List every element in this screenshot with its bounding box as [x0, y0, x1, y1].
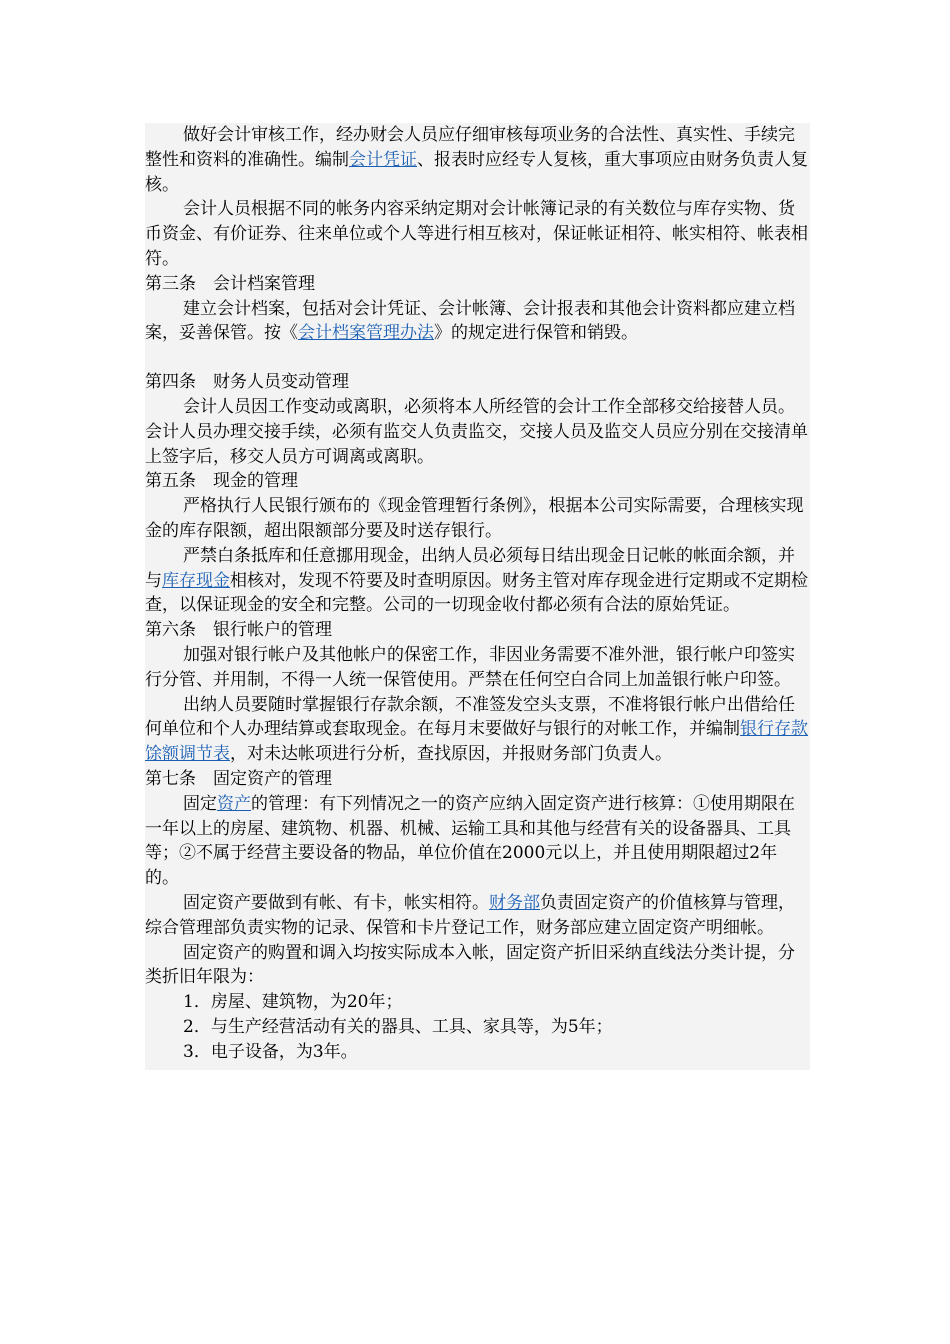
paragraph-archives: 建立会计档案，包括对会计凭证、会计帐簿、会计报表和其他会计资料都应建立档案，妥善保管。按《会计档案管理办法》的规定进行保管和销毁。 [145, 298, 795, 344]
link-finance-department[interactable]: 财务部 [489, 892, 540, 913]
paragraph-audit: 做好会计审核工作，经办财会人员应仔细审核每项业务的合法性、真实性、手续完整性和资料的准确性。编制会计凭证、报表时应经专人复核，重大事项应由财务负责人复核。 [145, 125, 808, 195]
link-accounting-voucher[interactable]: 会计凭证 [349, 149, 417, 170]
paragraph-bank-balance: 出纳人员要随时掌握银行存款余额，不准签发空头支票，不准将银行帐户出借给任何单位和个人办理结算或套取现金。在每月末要做好与银行的对帐工作，并编制银行存款馀额调节表，对未达帐项进行分析，查找原因，并报财务部门负责人。 [145, 694, 808, 765]
list-item: 2．与生产经营活动有关的器具、工具、家具等，为5年； [183, 1016, 613, 1037]
heading-article-5: 第五条 现金的管理 [145, 471, 298, 492]
paragraph-staff-change: 会计人员因工作变动或离职，必须将本人所经管的会计工作全部移交给接替人员。会计人员办理交接手续，必须有监交人负责监交，交接人员及监交人员应分别在交接清单上签字后，移交人员方可调离或离职。 [145, 396, 808, 467]
link-cash-on-hand[interactable]: 库存现金 [162, 570, 230, 591]
list-item: 1．房屋、建筑物，为20年； [183, 992, 403, 1013]
paragraph-bank-security: 加强对银行帐户及其他帐户的保密工作，非因业务需要不准外泄，银行帐户印签实行分管、并用制，不得一人统一保管使用。严禁在任何空白合同上加盖银行帐户印签。 [145, 644, 795, 690]
link-assets[interactable]: 资产 [217, 793, 251, 814]
link-bank-reconciliation[interactable]: 银行存款馀额调节表 [145, 719, 808, 765]
document-body [145, 123, 810, 1070]
paragraph-cash-check: 严禁白条抵库和任意挪用现金，出纳人员必须每日结出现金日记帐的帐面余额，并与库存现金相核对，发现不符要及时查明原因。财务主管对库存现金进行定期或不定期检查，以保证现金的安全和完整。公司的一切现金收付都必须有合法的原始凭证。 [145, 545, 808, 616]
paragraph-cash-regulation: 严格执行人民银行颁布的《现金管理暂行条例》，根据本公司实际需要，合理核实现金的库存限额，超出限额部分要及时送存银行。 [145, 496, 804, 541]
heading-article-3: 第三条 会计档案管理 [145, 273, 315, 294]
paragraph-asset-records: 固定资产要做到有帐、有卡，帐实相符。财务部负责固定资产的价值核算与管理，综合管理部负责实物的记录、保管和卡片登记工作，财务部应建立固定资产明细帐。 [145, 892, 795, 938]
link-archive-rules[interactable]: 会计档案管理办法 [298, 323, 434, 344]
paragraph-fixed-assets: 固定资产的管理：有下列情况之一的资产应纳入固定资产进行核算：①使用期限在一年以上的房屋、建筑物、机器、机械、运输工具和其他与经营有关的设备器具、工具等；②不属于经营主要设备的物品，单位价值在2000元以上，并且使用期限超过2年的。 [145, 793, 795, 889]
list-item: 3．电子设备，为3年。 [183, 1041, 358, 1062]
paragraph-depreciation: 固定资产的购置和调入均按实际成本入帐，固定资产折旧采纳直线法分类计提，分类折旧年限为： [145, 942, 795, 988]
heading-article-4: 第四条 财务人员变动管理 [145, 372, 349, 393]
heading-article-7: 第七条 固定资产的管理 [145, 768, 332, 789]
heading-article-6: 第六条 银行帐户的管理 [145, 620, 332, 641]
paragraph-reconciliation: 会计人员根据不同的帐务内容采纳定期对会计帐簿记录的有关数位与库存实物、货币资金、有价证券、往来单位或个人等进行相互核对，保证帐证相符、帐实相符、帐表相符。 [145, 199, 808, 269]
spacer [145, 346, 810, 370]
